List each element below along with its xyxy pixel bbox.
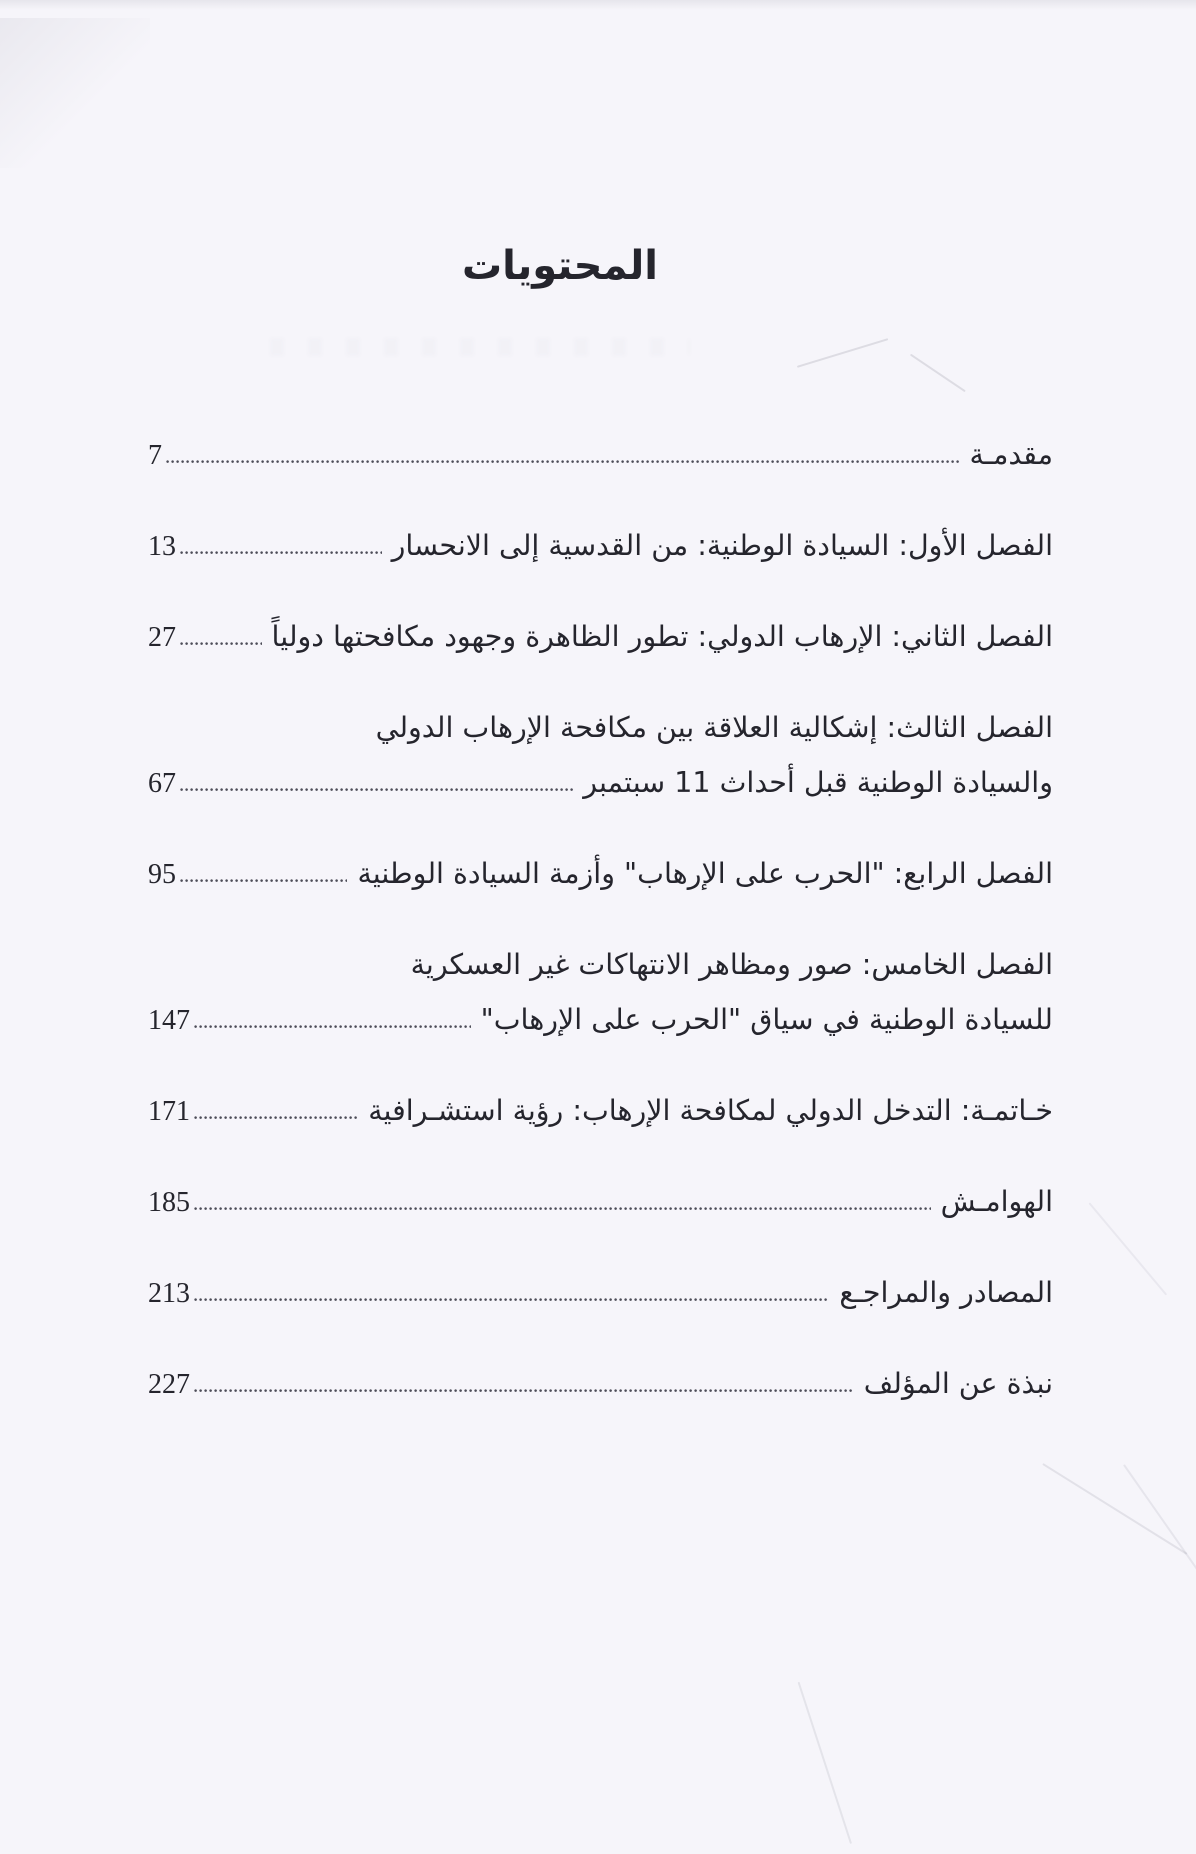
toc-page-number: 227 (148, 1369, 190, 1400)
toc-entry (148, 1083, 1053, 1139)
toc-entry-text-continued: الفصل الثالث: إشكالية العلاقة بين مكافحة الإرهاب الدولي (375, 711, 1053, 744)
paper-crease (797, 338, 888, 367)
toc-entry (148, 1265, 1053, 1321)
toc-page-number: 185 (148, 1187, 190, 1218)
bleed-through-artifact (270, 338, 690, 356)
dotted-leader (194, 1206, 931, 1211)
toc-entry-text: الفصل الرابع: "الحرب على الإرهاب" وأزمة السيادة الوطنية (357, 857, 1053, 890)
toc-entry-text: الفصل الثاني: الإرهاب الدولي: تطور الظاهرة وجهود مكافحتها دولياً (271, 620, 1053, 653)
page-corner-shadow (0, 18, 150, 168)
toc-entry (148, 700, 1053, 811)
toc-line (148, 1356, 1053, 1412)
toc-page-number: 147 (148, 1005, 190, 1036)
dotted-leader (180, 550, 382, 555)
toc-entry-text: مقدمـة (969, 438, 1053, 471)
toc-entry (148, 846, 1053, 902)
toc-entry-text: الهوامـش (940, 1185, 1053, 1218)
toc-entry-text: المصادر والمراجـع (839, 1276, 1053, 1309)
toc-entry (148, 1356, 1053, 1412)
toc-entry-text: نبذة عن المؤلف (863, 1367, 1053, 1400)
toc-line (148, 1265, 1053, 1321)
table-of-contents (148, 427, 1053, 1447)
dotted-leader (194, 1024, 471, 1029)
toc-entry (148, 518, 1053, 574)
paper-crease (798, 1682, 852, 1844)
dotted-leader (194, 1388, 854, 1393)
dotted-leader (180, 787, 573, 792)
paper-crease (1089, 1202, 1167, 1295)
page-title: المحتويات (461, 243, 658, 289)
toc-page-number: 213 (148, 1278, 190, 1309)
toc-line (148, 937, 1053, 992)
dotted-leader (194, 1297, 829, 1302)
toc-entry-text-continued: الفصل الخامس: صور ومظاهر الانتهاكات غير العسكرية (410, 948, 1053, 981)
toc-line (148, 700, 1053, 755)
scan-edge-shadow (0, 0, 1196, 10)
toc-entry (148, 1174, 1053, 1230)
toc-line (148, 846, 1053, 902)
toc-entry (148, 937, 1053, 1048)
toc-page-number: 171 (148, 1096, 190, 1127)
toc-line (148, 1174, 1053, 1230)
toc-line (148, 755, 1053, 811)
dotted-leader (180, 641, 262, 646)
toc-entry (148, 609, 1053, 665)
dotted-leader (194, 1115, 358, 1120)
toc-entry-text: الفصل الأول: السيادة الوطنية: من القدسية إلى الانحسار (391, 529, 1053, 562)
toc-page-number: 95 (148, 859, 176, 890)
toc-line (148, 427, 1053, 483)
toc-page-number: 7 (148, 440, 162, 471)
toc-entry-text: للسيادة الوطنية في سياق "الحرب على الإرهاب" (480, 1003, 1053, 1036)
toc-entry (148, 427, 1053, 483)
toc-page-number: 67 (148, 768, 176, 799)
toc-page-number: 13 (148, 531, 176, 562)
dotted-leader (166, 459, 959, 464)
toc-line (148, 1083, 1053, 1139)
toc-entry-text: والسيادة الوطنية قبل أحداث 11 سبتمبر (583, 766, 1053, 799)
paper-crease (910, 354, 966, 392)
paper-crease (1043, 1463, 1188, 1554)
paper-crease (1123, 1464, 1196, 1653)
toc-entry-text: خـاتمـة: التدخل الدولي لمكافحة الإرهاب: رؤية استشـرافية (368, 1094, 1053, 1127)
toc-line (148, 992, 1053, 1048)
dotted-leader (180, 878, 347, 883)
toc-line (148, 609, 1053, 665)
toc-page-number: 27 (148, 622, 176, 653)
toc-line (148, 518, 1053, 574)
